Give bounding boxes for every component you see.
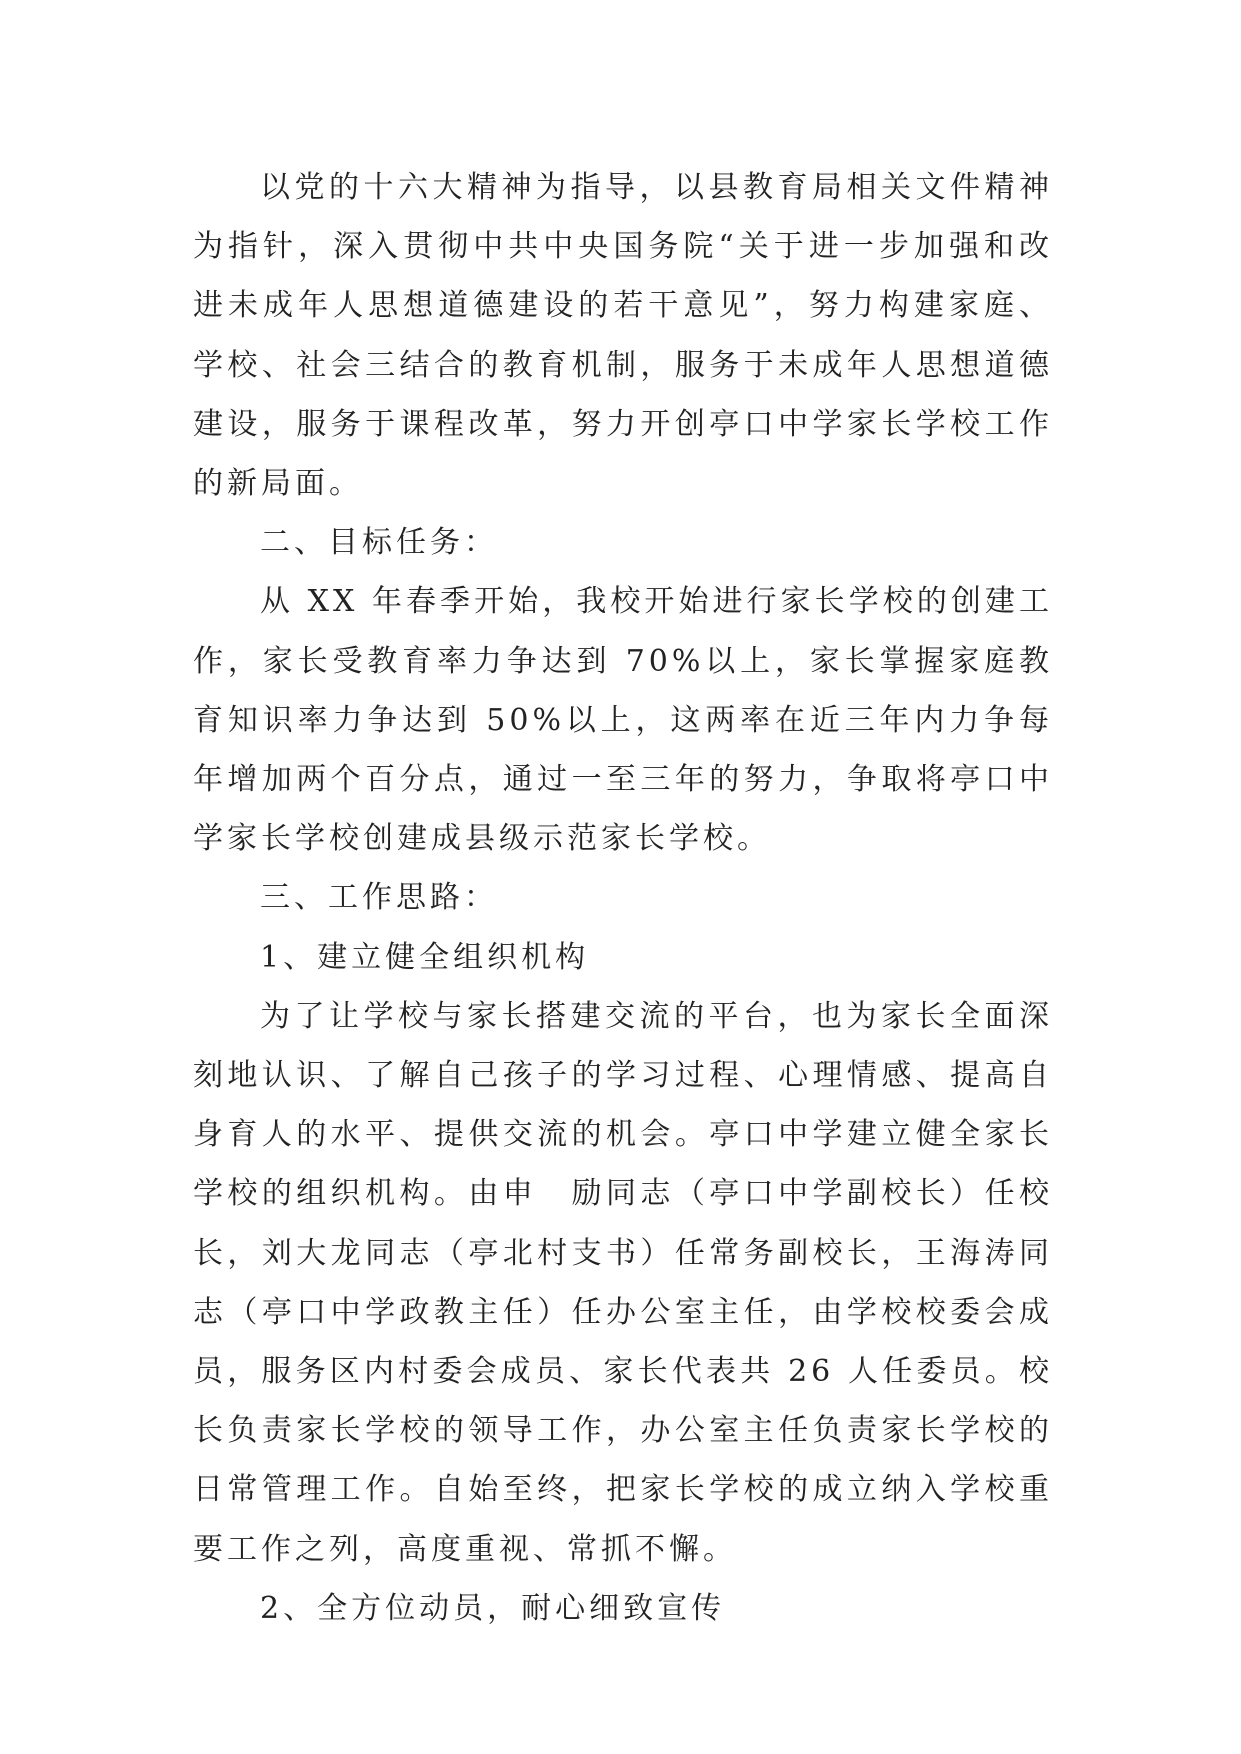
document-body — [193, 158, 1053, 1638]
section-heading-approach: 三、工作思路： — [260, 880, 498, 916]
paragraph-guiding-principle: 以党的十六大精神为指导，以县教育局相关文件精神为指针，深入贯彻中共中央国务院“关于进一步加强和改进未成年人思想道德建设的若干意见”，努力构建家庭、学校、社会三结合的教育机制，服务于未成年人思想道德建设，服务于课程改革，努力开创亭口中学家长学校工作的新局面。 — [193, 170, 1053, 502]
subheading-organization: 1、建立健全组织机构 — [260, 939, 590, 975]
paragraph-goals: 从 XX 年春季开始，我校开始进行家长学校的创建工作，家长受教育率力争达到 70%以上，家长掌握家庭教育知识率力争达到 50%以上，这两率在近三年内力争每年增加两个百分点，通过一至三年的努力，争取将亭口中学家长学校创建成县级示范家长学校。 — [193, 584, 1053, 857]
paragraph-organization: 为了让学校与家长搭建交流的平台，也为家长全面深刻地认识、了解自己孩子的学习过程、心理情感、提高自身育人的水平、提供交流的机会。亭口中学建立健全家长学校的组织机构。由申 励同志（亭口中学副校长）任校长，刘大龙同志（亭北村支书）任常务副校长，王海涛同志（亭口中学政教主任）任办公室主任，由学校校委会成员，服务区内村委会成员、家长代表共 26 人任委员。校长负责家长学校的领导工作，办公室主任负责家长学校的日常管理工作。自始至终，把家长学校的成立纳入学校重要工作之列，高度重视、常抓不懈。 — [193, 998, 1053, 1567]
subheading-publicity: 2、全方位动员，耐心细致宣传 — [260, 1590, 726, 1626]
section-heading-goals: 二、目标任务： — [260, 525, 498, 561]
